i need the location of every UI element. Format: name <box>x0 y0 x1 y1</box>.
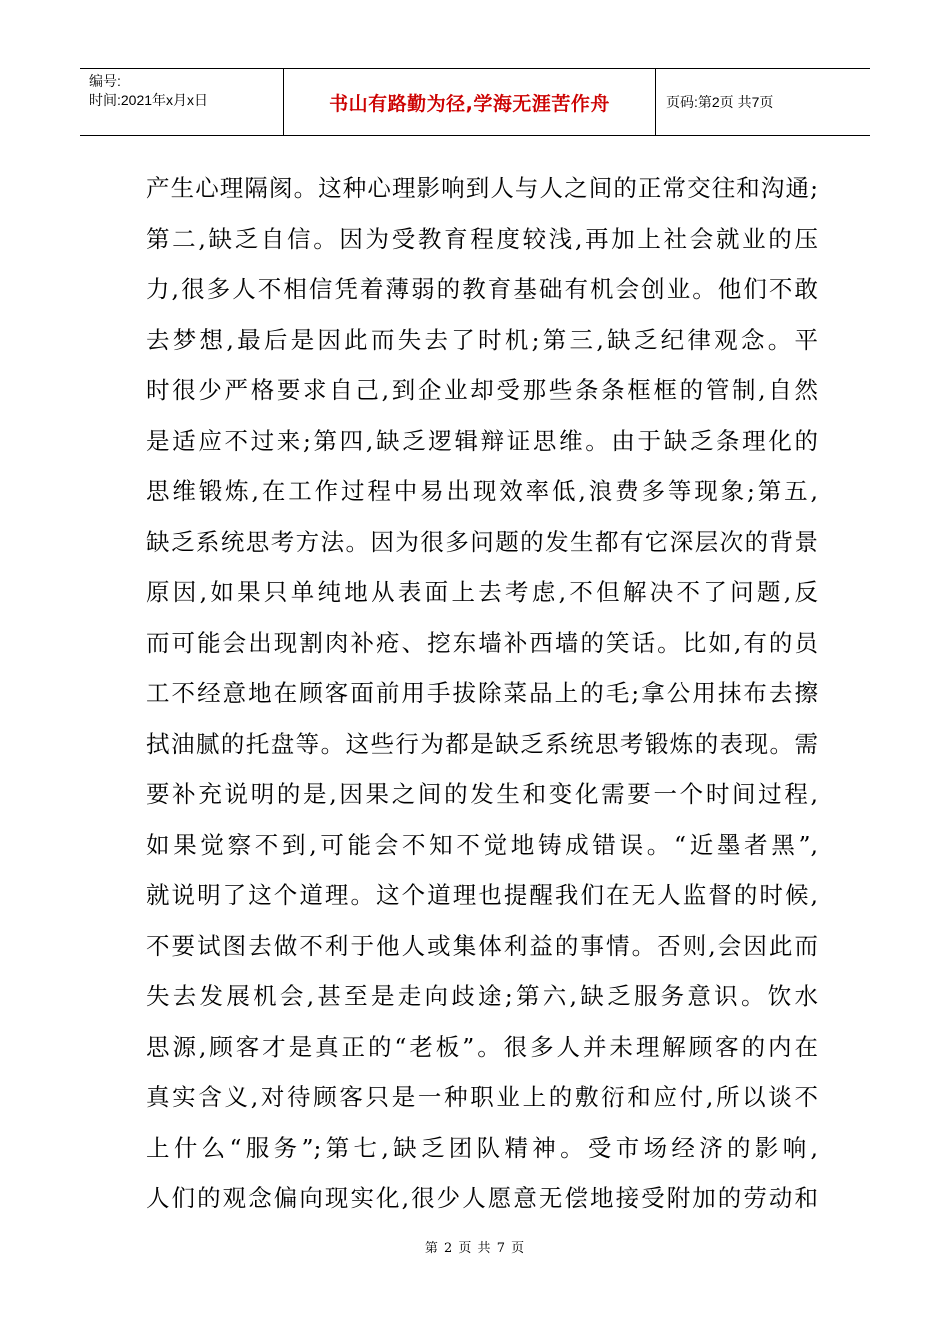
body-line: 而可能会出现割肉补疮、挖东墙补西墙的笑话。比如,有的员 <box>146 628 818 657</box>
body-line: 拭油腻的托盘等。这些行为都是缺乏系统思考锻炼的表现。需 <box>146 729 818 758</box>
body-line: 要补充说明的是,因果之间的发生和变化需要一个时间过程, <box>146 780 818 808</box>
body-line: 力,很多人不相信凭着薄弱的教育基础有机会创业。他们不敢 <box>146 275 818 303</box>
body-line: 时很少严格要求自己,到企业却受那些条条框框的管制,自然 <box>146 376 818 404</box>
body-line: 缺乏系统思考方法。因为很多问题的发生都有它深层次的背景 <box>146 527 818 556</box>
page-footer: 第 2 页 共 7 页 <box>424 1241 526 1256</box>
header-page-code: 页码:第2页 共7页 <box>666 94 774 110</box>
body-line: 去梦想,最后是因此而失去了时机;第三,缺乏纪律观念。平 <box>146 325 818 354</box>
body-line: 如果觉察不到,可能会不知不觉地铸成错误。“近墨者黑”, <box>146 830 818 859</box>
header-meta <box>80 69 284 135</box>
body-line: 上什么“服务”;第七,缺乏团队精神。受市场经济的影响, <box>146 1133 818 1162</box>
body-line: 思维锻炼,在工作过程中易出现效率低,浪费多等现象;第五, <box>146 477 818 505</box>
body-line: 原因,如果只单纯地从表面上去考虑,不但解决不了问题,反 <box>146 578 818 606</box>
body-line: 不要试图去做不利于他人或集体利益的事情。否则,会因此而 <box>146 931 818 960</box>
body-line: 就说明了这个道理。这个道理也提醒我们在无人监督的时候, <box>146 881 818 909</box>
document-time-label: 时间:2021年x月x日 <box>89 92 209 108</box>
body-line: 真实含义,对待顾客只是一种职业上的敷衍和应付,所以谈不 <box>146 1083 818 1111</box>
document-number-label: 编号: <box>89 73 121 89</box>
header-motto: 书山有路勤为径,学海无涯苦作舟 <box>284 69 656 135</box>
body-line: 思源,顾客才是真正的“老板”。很多人并未理解顾客的内在 <box>146 1032 818 1061</box>
body-line: 失去发展机会,甚至是走向歧途;第六,缺乏服务意识。饮水 <box>146 982 818 1010</box>
body-line: 产生心理隔阂。这种心理影响到人与人之间的正常交往和沟通; <box>146 174 818 202</box>
body-line: 工不经意地在顾客面前用手拔除菜品上的毛;拿公用抹布去擦 <box>146 679 818 707</box>
body-line: 是适应不过来;第四,缺乏逻辑辩证思维。由于缺乏条理化的 <box>146 426 818 455</box>
page-header <box>80 68 870 136</box>
body-text <box>146 163 818 1224</box>
body-line: 第二,缺乏自信。因为受教育程度较浅,再加上社会就业的压 <box>146 224 818 253</box>
body-line: 人们的观念偏向现实化,很少人愿意无偿地接受附加的劳动和 <box>146 1184 818 1212</box>
